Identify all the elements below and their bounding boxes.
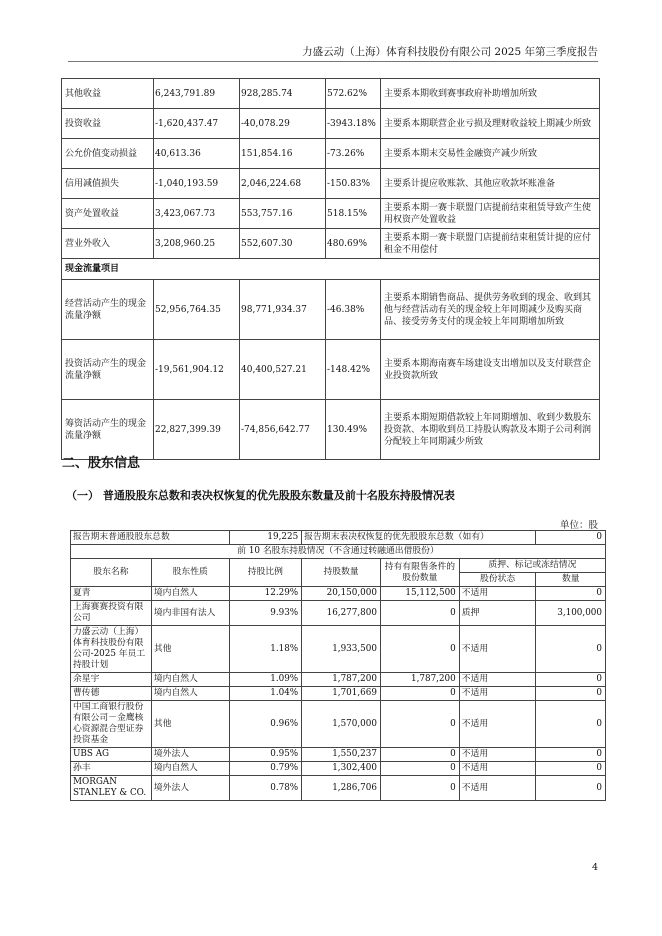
previous-value-cell: 151,854.16: [240, 139, 326, 169]
shareholder-restricted-cell: 0: [380, 748, 459, 762]
table-row: [62, 109, 600, 139]
shareholder-count-cell: 1,570,000: [302, 701, 381, 748]
item-cell: 筹资活动产生的现金流量净额: [62, 400, 154, 460]
table-row: [71, 748, 606, 762]
header-restricted: 持有有限售条件的股份数量: [380, 559, 459, 587]
shareholder-restricted-cell: 0: [380, 687, 459, 701]
page-number: 4: [591, 862, 598, 873]
shareholder-status-cell: 不适用: [459, 701, 536, 748]
shareholder-restricted-cell: 0: [380, 762, 459, 776]
shareholder-count-cell: 1,286,706: [302, 776, 381, 801]
shareholder-qty-cell: 0: [536, 762, 606, 776]
shareholder-ratio-cell: 1.18%: [229, 626, 302, 673]
item-cell: 公允价值变动损益: [62, 139, 154, 169]
group-title: 前 10 名股东持股情况（不含通过转融通出借股份）: [71, 545, 606, 559]
shareholder-table: [70, 530, 606, 801]
shareholder-qty-cell: 0: [536, 626, 606, 673]
shareholder-qty-cell: 0: [536, 687, 606, 701]
table-row: [62, 169, 600, 199]
shareholder-status-cell: 质押: [459, 601, 536, 626]
header-count: 持股数量: [302, 559, 381, 587]
shareholder-nature-cell: 境内非国有法人: [151, 601, 229, 626]
reason-cell: 主要系本期联营企业亏损及理财收益较上期减少所致: [381, 109, 600, 139]
shareholder-count-cell: 1,550,237: [302, 748, 381, 762]
change-percent-cell: -3943.18%: [326, 109, 381, 139]
shareholder-nature-cell: 境内自然人: [151, 762, 229, 776]
shareholder-restricted-cell: 0: [380, 626, 459, 673]
item-cell: 营业外收入: [62, 229, 154, 259]
previous-value-cell: 40,400,527.21: [240, 340, 326, 400]
change-percent-cell: 518.15%: [326, 199, 381, 229]
shareholder-count-cell: 1,933,500: [302, 626, 381, 673]
previous-value-cell: 98,771,934.37: [240, 280, 326, 340]
current-value-cell: 6,243,791.89: [154, 79, 240, 109]
shareholder-nature-cell: 境外法人: [151, 776, 229, 801]
table-row: [62, 340, 600, 400]
previous-value-cell: -74,856,642.77: [240, 400, 326, 460]
current-value-cell: 52,956,764.35: [154, 280, 240, 340]
previous-value-cell: 928,285.74: [240, 79, 326, 109]
item-cell: 其他收益: [62, 79, 154, 109]
reason-cell: 主要系本期末交易性金融资产减少所致: [381, 139, 600, 169]
header-qty: 数量: [536, 573, 606, 587]
shareholder-name-cell: 曹传德: [71, 687, 152, 701]
shareholder-name-cell: MORGAN STANLEY & CO.: [71, 776, 152, 801]
change-percent-cell: -148.42%: [326, 340, 381, 400]
shareholder-nature-cell: 境内自然人: [151, 587, 229, 601]
shareholder-restricted-cell: 0: [380, 701, 459, 748]
reason-cell: 主要系本期短期借款较上年同期增加、收到少数股东投资款、本期收到员工持股认购款及本期子公司利润分配较上年同期减少所致: [381, 400, 600, 460]
item-cell: 经营活动产生的现金流量净额: [62, 280, 154, 340]
change-percent-cell: 572.62%: [326, 79, 381, 109]
shareholder-name-cell: 上海赛赛投资有限公司: [71, 601, 152, 626]
reason-cell: 主要系本期海南赛车场建设支出增加以及支付联营企业投资款所致: [381, 340, 600, 400]
previous-value-cell: -40,078.29: [240, 109, 326, 139]
shareholder-nature-cell: 境内自然人: [151, 673, 229, 687]
shareholder-qty-cell: 0: [536, 776, 606, 801]
change-percent-cell: 480.69%: [326, 229, 381, 259]
table-row: [71, 762, 606, 776]
current-value-cell: -1,040,193.59: [154, 169, 240, 199]
section-row: [62, 259, 600, 280]
shareholder-qty-cell: 0: [536, 673, 606, 687]
previous-value-cell: 553,757.16: [240, 199, 326, 229]
shareholder-count-cell: 1,787,200: [302, 673, 381, 687]
shareholder-restricted-cell: 0: [380, 601, 459, 626]
shareholder-qty-cell: 0: [536, 587, 606, 601]
shareholder-restricted-cell: 0: [380, 776, 459, 801]
shareholder-qty-cell: 0: [536, 748, 606, 762]
shareholder-nature-cell: 其他: [151, 626, 229, 673]
header-ratio: 持股比例: [229, 559, 302, 587]
unit-label: 单位：股: [559, 520, 598, 531]
shareholder-restricted-cell: 15,112,500: [380, 587, 459, 601]
current-value-cell: 3,423,067.73: [154, 199, 240, 229]
change-percent-cell: -150.83%: [326, 169, 381, 199]
item-cell: 信用减值损失: [62, 169, 154, 199]
shareholder-name-cell: 夏青: [71, 587, 152, 601]
shareholder-count-cell: 1,701,669: [302, 687, 381, 701]
report-header: 力盛云动（上海）体育科技股份有限公司 2025 年第三季度报告: [302, 46, 598, 58]
change-percent-cell: -46.38%: [326, 280, 381, 340]
cashflow-section-label: 现金流量项目: [62, 259, 600, 280]
shareholder-name-cell: 孙丰: [71, 762, 152, 776]
table-row: [62, 139, 600, 169]
previous-value-cell: 552,607.30: [240, 229, 326, 259]
shareholder-name-cell: UBS AG: [71, 748, 152, 762]
shareholder-status-cell: 不适用: [459, 587, 536, 601]
shareholder-status-cell: 不适用: [459, 776, 536, 801]
shareholder-status-cell: 不适用: [459, 748, 536, 762]
item-cell: 投资活动产生的现金流量净额: [62, 340, 154, 400]
item-cell: 投资收益: [62, 109, 154, 139]
table-row: [62, 79, 600, 109]
table-row: [71, 601, 606, 626]
shareholder-count-cell: 1,302,400: [302, 762, 381, 776]
summary-label-preferred: 报告期末表决权恢复的优先股股东总数（如有）: [302, 531, 536, 545]
current-value-cell: -19,561,904.12: [154, 340, 240, 400]
shareholder-ratio-cell: 0.79%: [229, 762, 302, 776]
shareholder-ratio-cell: 0.95%: [229, 748, 302, 762]
shareholder-status-cell: 不适用: [459, 626, 536, 673]
current-value-cell: 40,613.36: [154, 139, 240, 169]
shareholder-status-cell: 不适用: [459, 673, 536, 687]
section-title: 二、股东信息: [62, 456, 141, 471]
shareholder-name-cell: 中国工商银行股份有限公司－金鹰核心资源混合型证券投资基金: [71, 701, 152, 748]
header-divider: [68, 61, 598, 62]
table-row: [71, 673, 606, 687]
shareholder-ratio-cell: 0.78%: [229, 776, 302, 801]
table-row: [71, 687, 606, 701]
reason-cell: 主要系本期销售商品、提供劳务收到的现金、收到其他与经营活动有关的现金较上年同期减少及购买商品、接受劳务支付的现金较上年同期增加所致: [381, 280, 600, 340]
shareholder-qty-cell: 0: [536, 701, 606, 748]
reason-cell: 主要系本期一赛卡联盟门店提前结束租赁计提的应付租金不用偿付: [381, 229, 600, 259]
previous-value-cell: 2,046,224.68: [240, 169, 326, 199]
change-percent-cell: -73.26%: [326, 139, 381, 169]
shareholder-name-cell: 余星宇: [71, 673, 152, 687]
header-name: 股东名称: [71, 559, 152, 587]
reason-cell: 主要系本期收到赛事政府补助增加所致: [381, 79, 600, 109]
shareholder-name-cell: 力盛云动（上海）体育科技股份有限公司-2025 年员工持股计划: [71, 626, 152, 673]
summary-value-common: 19,225: [229, 531, 302, 545]
current-value-cell: 3,208,960.25: [154, 229, 240, 259]
item-cell: 资产处置收益: [62, 199, 154, 229]
summary-value-preferred: 0: [536, 531, 606, 545]
shareholder-ratio-cell: 9.93%: [229, 601, 302, 626]
shareholder-nature-cell: 境内自然人: [151, 687, 229, 701]
shareholder-qty-cell: 3,100,000: [536, 601, 606, 626]
shareholder-count-cell: 16,277,800: [302, 601, 381, 626]
shareholder-nature-cell: 其他: [151, 701, 229, 748]
current-value-cell: -1,620,437.47: [154, 109, 240, 139]
table-row: [62, 400, 600, 460]
shareholder-status-cell: 不适用: [459, 687, 536, 701]
reason-cell: 主要系计提应收账款、其他应收款坏账准备: [381, 169, 600, 199]
subsection-title: （一） 普通股股东总数和表决权恢复的优先股股东数量及前十名股东持股情况表: [66, 489, 455, 502]
table-row: [62, 229, 600, 259]
shareholder-ratio-cell: 1.09%: [229, 673, 302, 687]
current-value-cell: 22,827,399.39: [154, 400, 240, 460]
header-pledge: 质押、标记或冻结情况: [459, 559, 605, 573]
shareholder-status-cell: 不适用: [459, 762, 536, 776]
shareholder-restricted-cell: 1,787,200: [380, 673, 459, 687]
table-row: [62, 280, 600, 340]
table-row: [71, 701, 606, 748]
table-row: [71, 587, 606, 601]
header-nature: 股东性质: [151, 559, 229, 587]
shareholder-count-cell: 20,150,000: [302, 587, 381, 601]
reason-cell: 主要系本期一赛卡联盟门店提前结束租赁导致产生使用权资产处置收益: [381, 199, 600, 229]
change-reason-table: [61, 78, 600, 460]
table-row: [71, 776, 606, 801]
table-row: [71, 626, 606, 673]
header-status: 股份状态: [459, 573, 536, 587]
shareholder-ratio-cell: 12.29%: [229, 587, 302, 601]
shareholder-ratio-cell: 0.96%: [229, 701, 302, 748]
change-percent-cell: 130.49%: [326, 400, 381, 460]
summary-label-common: 报告期末普通股股东总数: [71, 531, 230, 545]
table-row: [62, 199, 600, 229]
shareholder-nature-cell: 境外法人: [151, 748, 229, 762]
shareholder-ratio-cell: 1.04%: [229, 687, 302, 701]
